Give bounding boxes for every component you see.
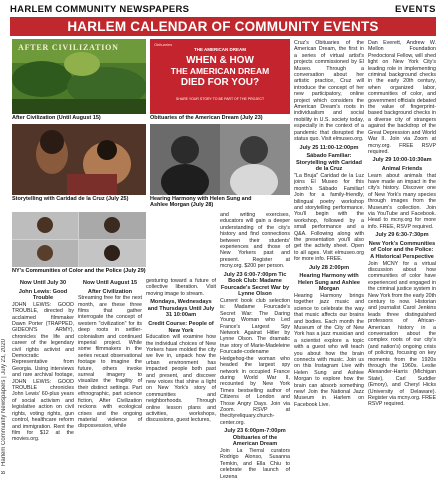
event-body-continued: gesturing toward a future of collective liberation. Visit moving image to stream. <box>146 278 216 297</box>
communities-of-color-event-body: Join MCNY for a virtual discussion about how communities of color have experienced and engaged in the criminal justice system in New York from the early 20th century to now. Historian and journalist Carol Jenkins leads three distinguished professors of African-American history in a conversation about the complex roots of our city's (and nation's) ongoing crisis of policing, focusing on key moments from the 1920s through the 1960s. Leslie Alexander-Harris (Michigan State), Carl Suddler (Emory), and Cheryl Hicks (University of Delaware). Register via mcny.org. FREE RSVP required. <box>368 260 436 408</box>
event-title-heading: John Lewis: Good Trouble <box>18 288 68 302</box>
obituaries-caption: Obituaries of the American Dream (July 23) <box>150 115 263 121</box>
event-after-civilization <box>78 278 142 478</box>
obituaries-event-heading: July 23 6:00pm-7:00pm Obituaries of the American Dream <box>224 428 286 448</box>
hearing-harmony-event-title: Hearing Harmony with Helen Sung and Ashlee Morgan <box>298 273 360 293</box>
storytelling-event-body: "La Bruja" Caridad de la Luz joins El Museo for this month's Sábado Familiar! Join for a family-friendly, bilingual poetry workshop and storytelling performance. You'll begin with the workshop, followed by a small performance and a Q&A. Following along with the presentation you'll also get the activity sheet. Open to all ages. Visit elmuseo.org for more info. FREE. <box>294 172 364 263</box>
obituaries-title-line-3: DIED FOR YOU? <box>180 77 260 88</box>
after-civilization-caption: After Civilization (Until August 15) <box>12 115 101 121</box>
event-title-heading: After Civilization <box>87 288 133 295</box>
hearing-harmony-event-body: Hearing Harmony brings together jazz music and science to celebrate the way that music affects our brains and bodies. Each month the Museum of the City of New York has a jazz musician and a scientist explore a topic with a guest who will teach you about how the brain connects with music. Join us on this Instagram Live with Helen Sung and Ashlee Morgan to explore how the brain can absorb something new! Join the National Jazz Museum in Harlem on Facebook Live. <box>294 292 364 408</box>
publication-name: HARLEM COMMUNITY NEWSPAPERS <box>10 4 190 15</box>
communities-of-color-event-title: New York's Communities of Color and the Police: A Historical Perspective <box>368 240 436 260</box>
storytelling-photo <box>12 124 146 195</box>
after-civilization-photo <box>12 39 146 114</box>
event-date-heading: Mondays, Wednesdays and Thursdays Until July 31 10:00am <box>147 299 215 319</box>
column-6-events <box>368 40 436 478</box>
event-body: Streaming free for the next month, are these three films that gather interrogate the concept of western "civilization" for its deep roots in settler-colonialism and continued imperial project. While some filmmakers in the series recast observational footage to imagine the future, others invoke surreal imagery to visualize the fragility of their distinct settings. Part ethnographic, part science fiction, After Civilization reckons with ecological crises and the ongoing material violence of dispossession, while <box>78 295 142 430</box>
event-john-lewis <box>12 278 74 478</box>
communities-of-color-photo <box>12 212 146 267</box>
page-number: 8 <box>1 470 7 474</box>
storytelling-caption: Storytelling with Caridad de la Cruz (July 25) <box>12 196 129 202</box>
obituaries-poster <box>150 39 290 114</box>
obituaries-event-body: Join La Tierral curators Rodrigo Alonso, Susanna Temkin, and Ella Chiu to celebrate the launch of Lezena <box>220 447 290 478</box>
obituaries-title-line-1: WHEN & HOW <box>186 55 254 66</box>
section-label: EVENTS <box>394 4 436 15</box>
event-body: JOHN LEWIS: GOOD TROUBLE, directed by acclaimed filmmaker Dawn Porter (TRAPPED, GIDEON'S ARMY), chronicles the life and career of the legendary civil rights activist and Democratic Representative from Georgia. Using interviews and rare archival footage, JOHN LEWIS: GOOD TROUBLE chronicles John Lewis' 60-plus years of social activism and legislative action on civil rights, voting rights, gun control, healthcare reform and immigration. Rent the film for $12 at the movies.org. <box>12 301 74 443</box>
hearing-harmony-photo <box>150 124 290 195</box>
animal-friends-title: Animal Friends <box>381 165 423 172</box>
sidebar-dateline <box>1 339 7 474</box>
hearing-harmony-caption-line-1: Hearing Harmony with Helen Sung and <box>150 196 252 202</box>
obituaries-kicker: Obituaries <box>154 42 173 47</box>
page-sidebar <box>0 36 9 480</box>
after-civilization-overlay: AFTER CIVILIZATION <box>18 43 119 52</box>
book-club-heading: July 23 6:00-7:00pm Tic Book Club: Madame Fourcade's Secret War by Lynne Olson <box>220 271 290 298</box>
book-club-body: Current book club selection is: Madame Fourcade's Secret War: The Daring Young Woman who Led France's Largest Spy Network Against Hitler by Lynne Olson. The dramatic true story of Marie-Madeleine Fourcade-codename Hedgehog-the woman who headed the largest spy network in occupied France during World War II, recounted by New York Times bestselling author of Citizens of London and Those Angry Days. Join via Zoom. RSVP at thecityreliquary.church-center.org. <box>220 298 290 426</box>
column-5-events <box>294 40 364 478</box>
calendar-banner: HARLEM CALENDAR OF COMMUNITY EVENTS <box>10 17 436 36</box>
event-body-continued: Cruz's Obituaries of the American Dream, the first in a series of virtual artist's projects commissioned by El Museo. Through a conversation about her artistic practice, Cruz will introduce the concept of her new participatory, online project which considers the American Dream's roots in individualism and social mobility in U.S. society today, especially in the context of a pandemic that disrupted the status quo. Visit elmuseo.org. <box>294 40 364 143</box>
animal-friends-date: July 29 10:00-10:30am <box>372 157 432 164</box>
column-4-events <box>220 212 290 478</box>
hearing-harmony-event-date: July 28 2:00pm <box>308 264 350 271</box>
animal-friends-body: Learn about animals that have made an impact in the city's history. Discover one of New York's many species through images from the Museum's collection. Join via YouTube and Facebook. Head to mcny.org for more info. FREE, RSVP required. <box>368 172 436 230</box>
event-body-continued: and writing exercises, educators will gain a deeper understanding of the city's history and find connections between their students' experiences and those of New Yorkers past and present. Register at mcny.org. $200 per person. <box>220 212 290 270</box>
event-date-heading: Now Until July 30 <box>19 280 67 286</box>
hearing-harmony-caption-line-2: Ashlee Morgan (July 28) <box>150 202 214 208</box>
masthead <box>10 4 436 18</box>
communities-of-color-event-date: July 29 6:30-7:30pm <box>375 232 429 239</box>
storytelling-event-title: Sábado Familiar: Storytelling with Caridad de la Cruz <box>296 153 362 173</box>
event-people-of-new-york <box>146 278 216 478</box>
obituaries-subline: SHARE YOUR STORY TO BE PART OF THE PROJECT <box>175 97 265 101</box>
event-body-continued: Dan Everett, Andrew W. Mellon Foundation Predoctoral Fellow, will shed light on New York City's leading role in implementing criminal background checks in the early 20th century, when organized labor, communities of color, and government officials debated the value of fingerprint-based background checks in a diverse city of strangers against the backdrop of the Great Depression and World War II. Join via Zoom at mcny.org. FREE RSVP required. <box>368 40 436 155</box>
dateline-text: Harlem Community Newspapers | July 23, 2020 <box>1 338 7 466</box>
storytelling-event-date: July 25 11:00-12:00pm <box>299 144 359 151</box>
obituaries-brand: THE AMERICAN DREAM <box>193 47 247 52</box>
event-date-heading: Now Until August 15 <box>82 280 138 286</box>
obituaries-title-line-2: THE AMERICAN DREAM <box>170 66 270 76</box>
event-title-heading: Credit Course: People of New York <box>148 321 214 334</box>
communities-of-color-caption: NY's Communities of Color and the Police (July 29) <box>12 268 146 274</box>
event-body: Education will examine how the individual choices of New Yorkers have molded the city we live in, unpack how the urban environment has impacted people both past and present, and discover new voices that shine a light on New York's story of communities and neighborhoods. Through online lesson plans and activities, workshops, discussions, guest lectures, <box>146 334 216 424</box>
